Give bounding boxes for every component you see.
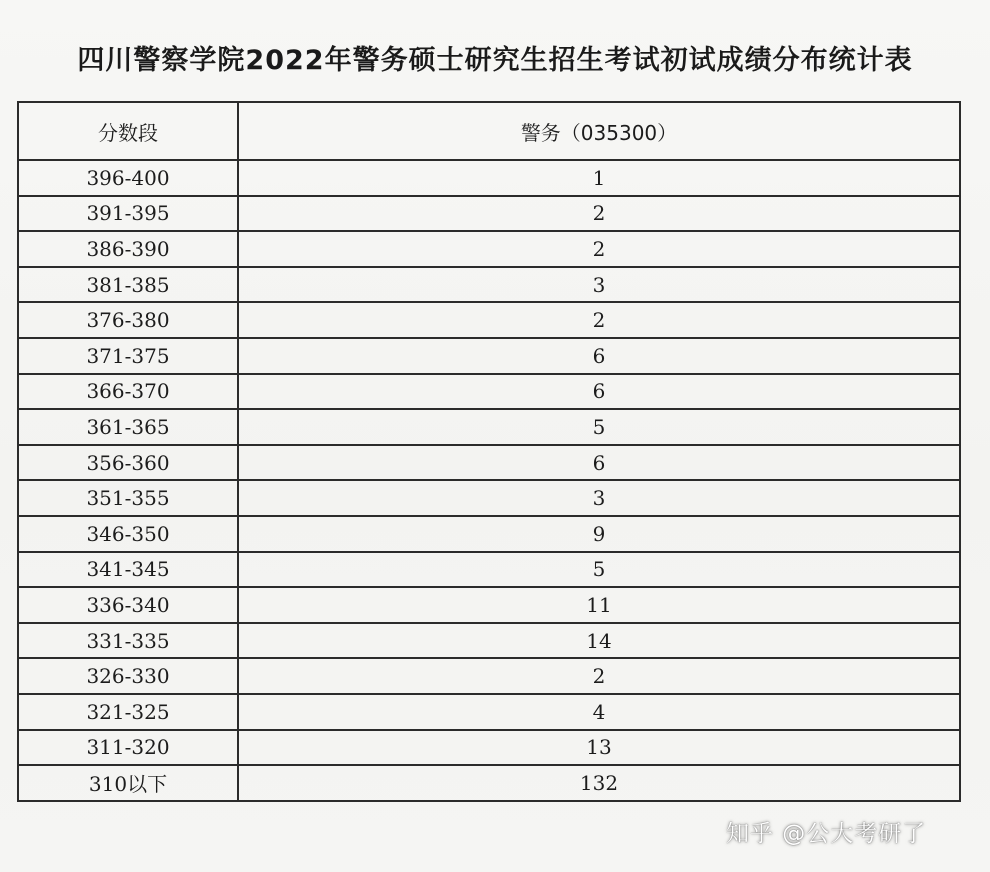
score-range-cell: 326-330 — [18, 658, 238, 694]
candidate-count-cell: 2 — [238, 302, 960, 338]
candidate-count-cell: 2 — [238, 658, 960, 694]
candidate-count-cell: 3 — [238, 267, 960, 303]
score-range-cell: 366-370 — [18, 374, 238, 410]
score-distribution-table — [17, 101, 961, 802]
score-range-cell: 381-385 — [18, 267, 238, 303]
table-row — [18, 338, 960, 374]
column-header-score-range: 分数段 — [18, 102, 238, 160]
candidate-count-cell: 2 — [238, 231, 960, 267]
table-row — [18, 196, 960, 232]
score-range-cell: 386-390 — [18, 231, 238, 267]
table-row — [18, 480, 960, 516]
score-range-cell: 336-340 — [18, 587, 238, 623]
candidate-count-cell: 132 — [238, 765, 960, 801]
score-range-cell: 310以下 — [18, 765, 238, 801]
candidate-count-cell: 6 — [238, 445, 960, 481]
score-range-cell: 391-395 — [18, 196, 238, 232]
table-row — [18, 694, 960, 730]
document-title: 四川警察学院2022年警务硕士研究生招生考试初试成绩分布统计表 — [77, 45, 913, 76]
candidate-count-cell: 4 — [238, 694, 960, 730]
table-row — [18, 765, 960, 801]
score-range-cell: 351-355 — [18, 480, 238, 516]
candidate-count-cell: 1 — [238, 160, 960, 196]
candidate-count-cell: 6 — [238, 374, 960, 410]
score-range-cell: 311-320 — [18, 730, 238, 766]
score-range-cell: 321-325 — [18, 694, 238, 730]
table-row — [18, 445, 960, 481]
score-range-cell: 396-400 — [18, 160, 238, 196]
table-row — [18, 160, 960, 196]
candidate-count-cell: 14 — [238, 623, 960, 659]
candidate-count-cell: 13 — [238, 730, 960, 766]
score-range-cell: 331-335 — [18, 623, 238, 659]
table-row — [18, 231, 960, 267]
score-range-cell: 376-380 — [18, 302, 238, 338]
score-range-cell: 346-350 — [18, 516, 238, 552]
column-header-police-affairs: 警务（035300） — [238, 102, 960, 160]
table-row — [18, 516, 960, 552]
candidate-count-cell: 2 — [238, 196, 960, 232]
table-row — [18, 267, 960, 303]
table-row — [18, 302, 960, 338]
candidate-count-cell: 11 — [238, 587, 960, 623]
table-row — [18, 552, 960, 588]
table-row — [18, 658, 960, 694]
score-range-cell: 341-345 — [18, 552, 238, 588]
table-row — [18, 374, 960, 410]
score-range-cell: 371-375 — [18, 338, 238, 374]
table-body — [18, 160, 960, 801]
table-row — [18, 409, 960, 445]
table-row — [18, 587, 960, 623]
score-range-cell: 356-360 — [18, 445, 238, 481]
candidate-count-cell: 9 — [238, 516, 960, 552]
candidate-count-cell: 5 — [238, 409, 960, 445]
table-row — [18, 730, 960, 766]
score-range-cell: 361-365 — [18, 409, 238, 445]
table-row — [18, 623, 960, 659]
table-header-row — [18, 102, 960, 160]
candidate-count-cell: 6 — [238, 338, 960, 374]
zhihu-watermark: 知乎 @公大考研了 — [726, 821, 927, 847]
candidate-count-cell: 3 — [238, 480, 960, 516]
candidate-count-cell: 5 — [238, 552, 960, 588]
